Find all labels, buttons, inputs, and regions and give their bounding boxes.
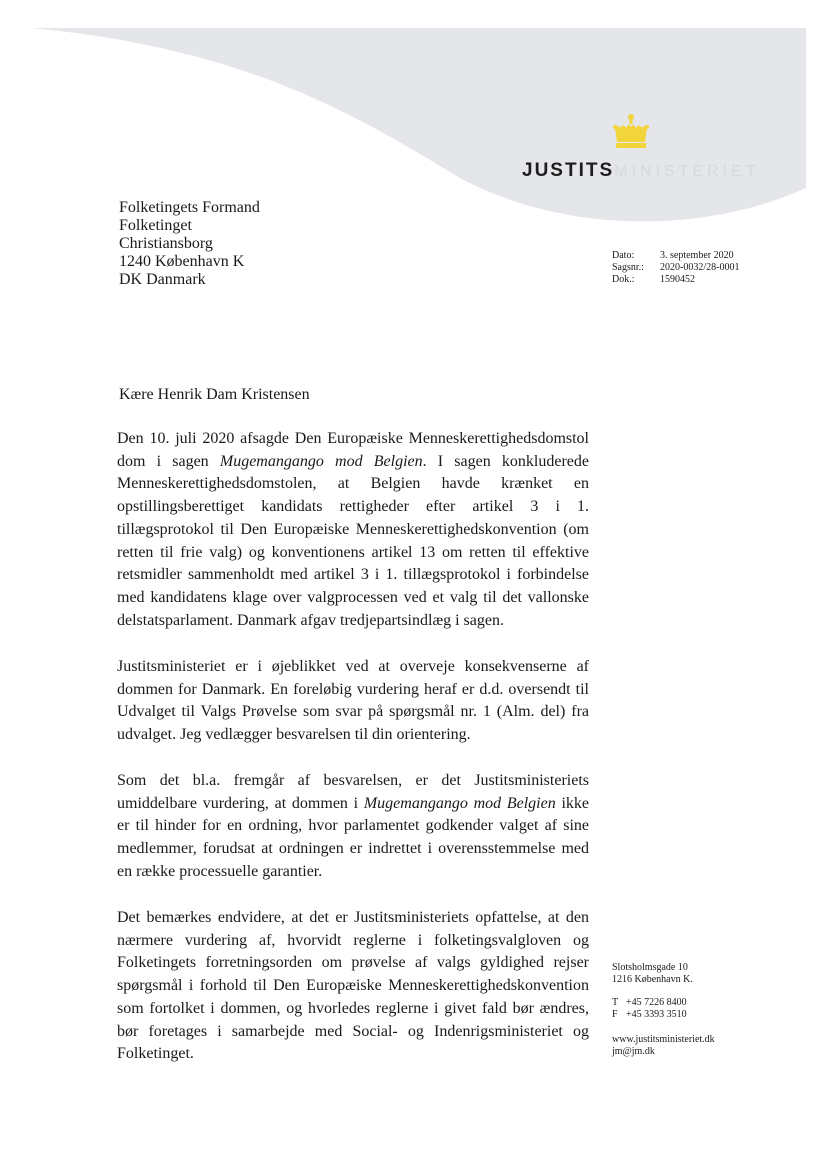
- paragraph-text: ikke er til hinder for en ordning, hvor parlamentet godkender valget af sine medlemmer, forudsat at ordningen er indrettet i overensstemmelse med en række processuelle garantier.: [117, 794, 590, 880]
- meta-label: Sagsnr.:: [612, 262, 644, 273]
- meta-value: 2020-0032/28-0001: [660, 262, 740, 273]
- paragraph-text: . I sagen konkluderede Menneskerettighedsdomstolen, at Belgien havde krænket en opstillingsberettiget kandidats rettigheder efter artikel 3 i 1. tillægsprotokol til Den Europæiske Menneskerettighedskonvention (om retten til frie valg) og konventionens artikel 13 om retten til effektive retsmidler sammenholdt med artikel 3 i 1. tillægsprotokol i forbindelse med kandidatens klage over valgprocessen ved et valg til det vallonske delstatsparlament. Danmark afgav tredjepartsindlæg i sagen.: [117, 452, 589, 629]
- crown-icon: [611, 112, 651, 152]
- fax-row: [612, 1009, 687, 1021]
- document-meta: [612, 250, 739, 286]
- website-link[interactable]: www.justitsministeriet.dk: [612, 1034, 715, 1045]
- case-name: Mugemangango mod Belgien: [219, 452, 423, 470]
- body-paragraph-3: [117, 770, 589, 884]
- footer-web: [612, 1034, 715, 1058]
- meta-date: [612, 250, 739, 262]
- email-link[interactable]: jm@jm.dk: [612, 1046, 655, 1057]
- footer-address: [612, 962, 693, 986]
- meta-label: Dok.:: [612, 274, 635, 285]
- recipient-line: Folketinget: [119, 217, 192, 234]
- logo-wordmark-bold: JUSTITS: [522, 160, 615, 181]
- address-line: Slotsholmsgade 10: [612, 962, 688, 973]
- case-name: Mugemangango mod Belgien: [363, 794, 556, 812]
- recipient-line: DK Danmark: [119, 271, 206, 288]
- paragraph-text: Den 10. juli 2020 afsagde Den Europæiske Menneskerettighedsdomstol dom i sagen: [117, 430, 589, 470]
- address-line: 1216 København K.: [612, 974, 693, 985]
- phone-row: [612, 997, 687, 1009]
- recipient-line: Folketingets Formand: [119, 199, 260, 216]
- recipient-address: [119, 199, 260, 289]
- meta-case-number: [612, 262, 739, 274]
- meta-value: 1590452: [660, 274, 695, 285]
- fax-label: F: [612, 1009, 618, 1020]
- phone-label: T: [612, 997, 619, 1008]
- body-paragraph-2: Justitsministeriet er i øjeblikket ved at overveje konsekvenserne af dommen for Danmark. En foreløbig vurdering heraf er d.d. oversendt til Udvalget til Valgs Prøvelse som svar på spørgsmål nr. 1 (Alm. del) fra udvalget. Jeg vedlægger besvarelsen til din orientering.: [117, 658, 589, 744]
- logo-wordmark: [522, 160, 759, 182]
- paragraph-text: Som det bl.a. fremgår af besvarelsen, er det Justitsministeriets umiddelbare vurdering, at dommen i: [117, 772, 589, 812]
- logo-wordmark-light: MINISTERIET: [614, 163, 760, 180]
- meta-label: Dato:: [612, 250, 635, 261]
- recipient-line: Christiansborg: [119, 235, 213, 252]
- phone-number: +45 7226 8400: [626, 997, 687, 1008]
- fax-number: +45 3393 3510: [626, 1009, 687, 1020]
- recipient-line: 1240 København K: [119, 253, 245, 270]
- body-paragraph-4: Det bemærkes endvidere, at det er Justitsministeriets opfattelse, at den nærmere vurdering af, hvorvidt reglerne i folketingsvalgloven og Folketingets forretningsorden om prøvelse af valgs gyldighed rejser spørgsmål i forhold til Den Europæiske Menneskerettighedskonvention som fortolket i dommen, og hvorledes reglerne i givet fald bør ændres, bør foretages i samarbejde med Social- og Indenrigsministeriet og Folketinget.: [117, 909, 589, 1063]
- body-paragraph-1: [117, 428, 589, 632]
- ministry-logo: [522, 112, 760, 184]
- salutation: Kære Henrik Dam Kristensen: [119, 386, 310, 403]
- footer-phone: [612, 997, 687, 1021]
- meta-value: 3. september 2020: [660, 250, 734, 261]
- meta-document-number: [612, 274, 739, 286]
